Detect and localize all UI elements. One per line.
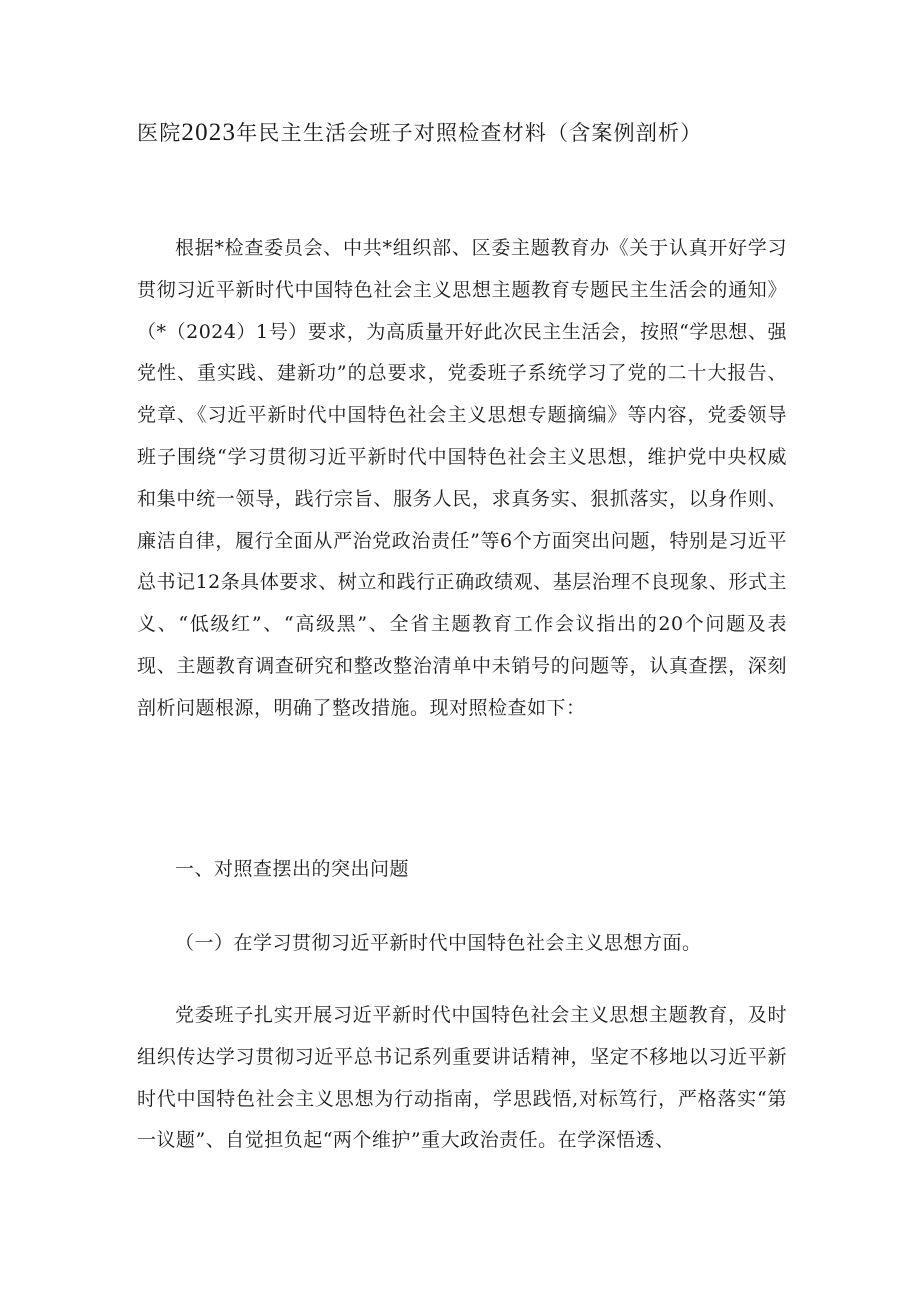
title-prefix: 医院: [137, 121, 182, 145]
subsection-paragraph: 党委班子扎实开展习近平新时代中国特色社会主义思想主题教育，及时组织传达学习贯彻习近平总书记系列重要讲话精神，坚定不移地以习近平新时代中国特色社会主义思想为行动指南，学思践悟,对标笃行，严格落实“第一议题”、自觉担负起“两个维护”重大政治责任。在学深悟透、: [137, 1004, 787, 1152]
title-suffix: 年民主生活会班子对照检查材料（含案例剖析）: [236, 121, 703, 145]
document-title: [137, 118, 837, 148]
section-heading: 一、对照查摆出的突出问题: [175, 858, 410, 880]
subsection-heading: （一）在学习贯彻习近平新时代中国特色社会主义思想方面。: [175, 932, 702, 954]
title-year: 2023: [181, 119, 237, 146]
intro-paragraph: 根据*检查委员会、中共*组织部、区委主题教育办《关于认真开好学习贯彻习近平新时代中国特色社会主义思想主题教育专题民主生活会的通知》（*（2024）1号）要求，为高质量开好此次民主生活会，按照“学思想、强党性、重实践、建新功”的总要求，党委班子系统学习了党的二十大报告、党章、《习近平新时代中国特色社会主义思想专题摘编》等内容，党委领导班子围绕“学习贯彻习近平新时代中国特色社会主义思想，维护党中央权威和集中统一领导，践行宗旨、服务人民，求真务实、狠抓落实，以身作则、廉洁自律，履行全面从严治党政治责任”等6个方面突出问题，特别是习近平总书记12条具体要求、树立和践行正确政绩观、基层治理不良现象、形式主义、“低级红”、“高级黑”、全省主题教育工作会议指出的20个问题及表现、主题教育调查研究和整改整治清单中未销号的问题等，认真查摆，深刻剖析问题根源，明确了整改措施。现对照检查如下：: [137, 237, 787, 719]
